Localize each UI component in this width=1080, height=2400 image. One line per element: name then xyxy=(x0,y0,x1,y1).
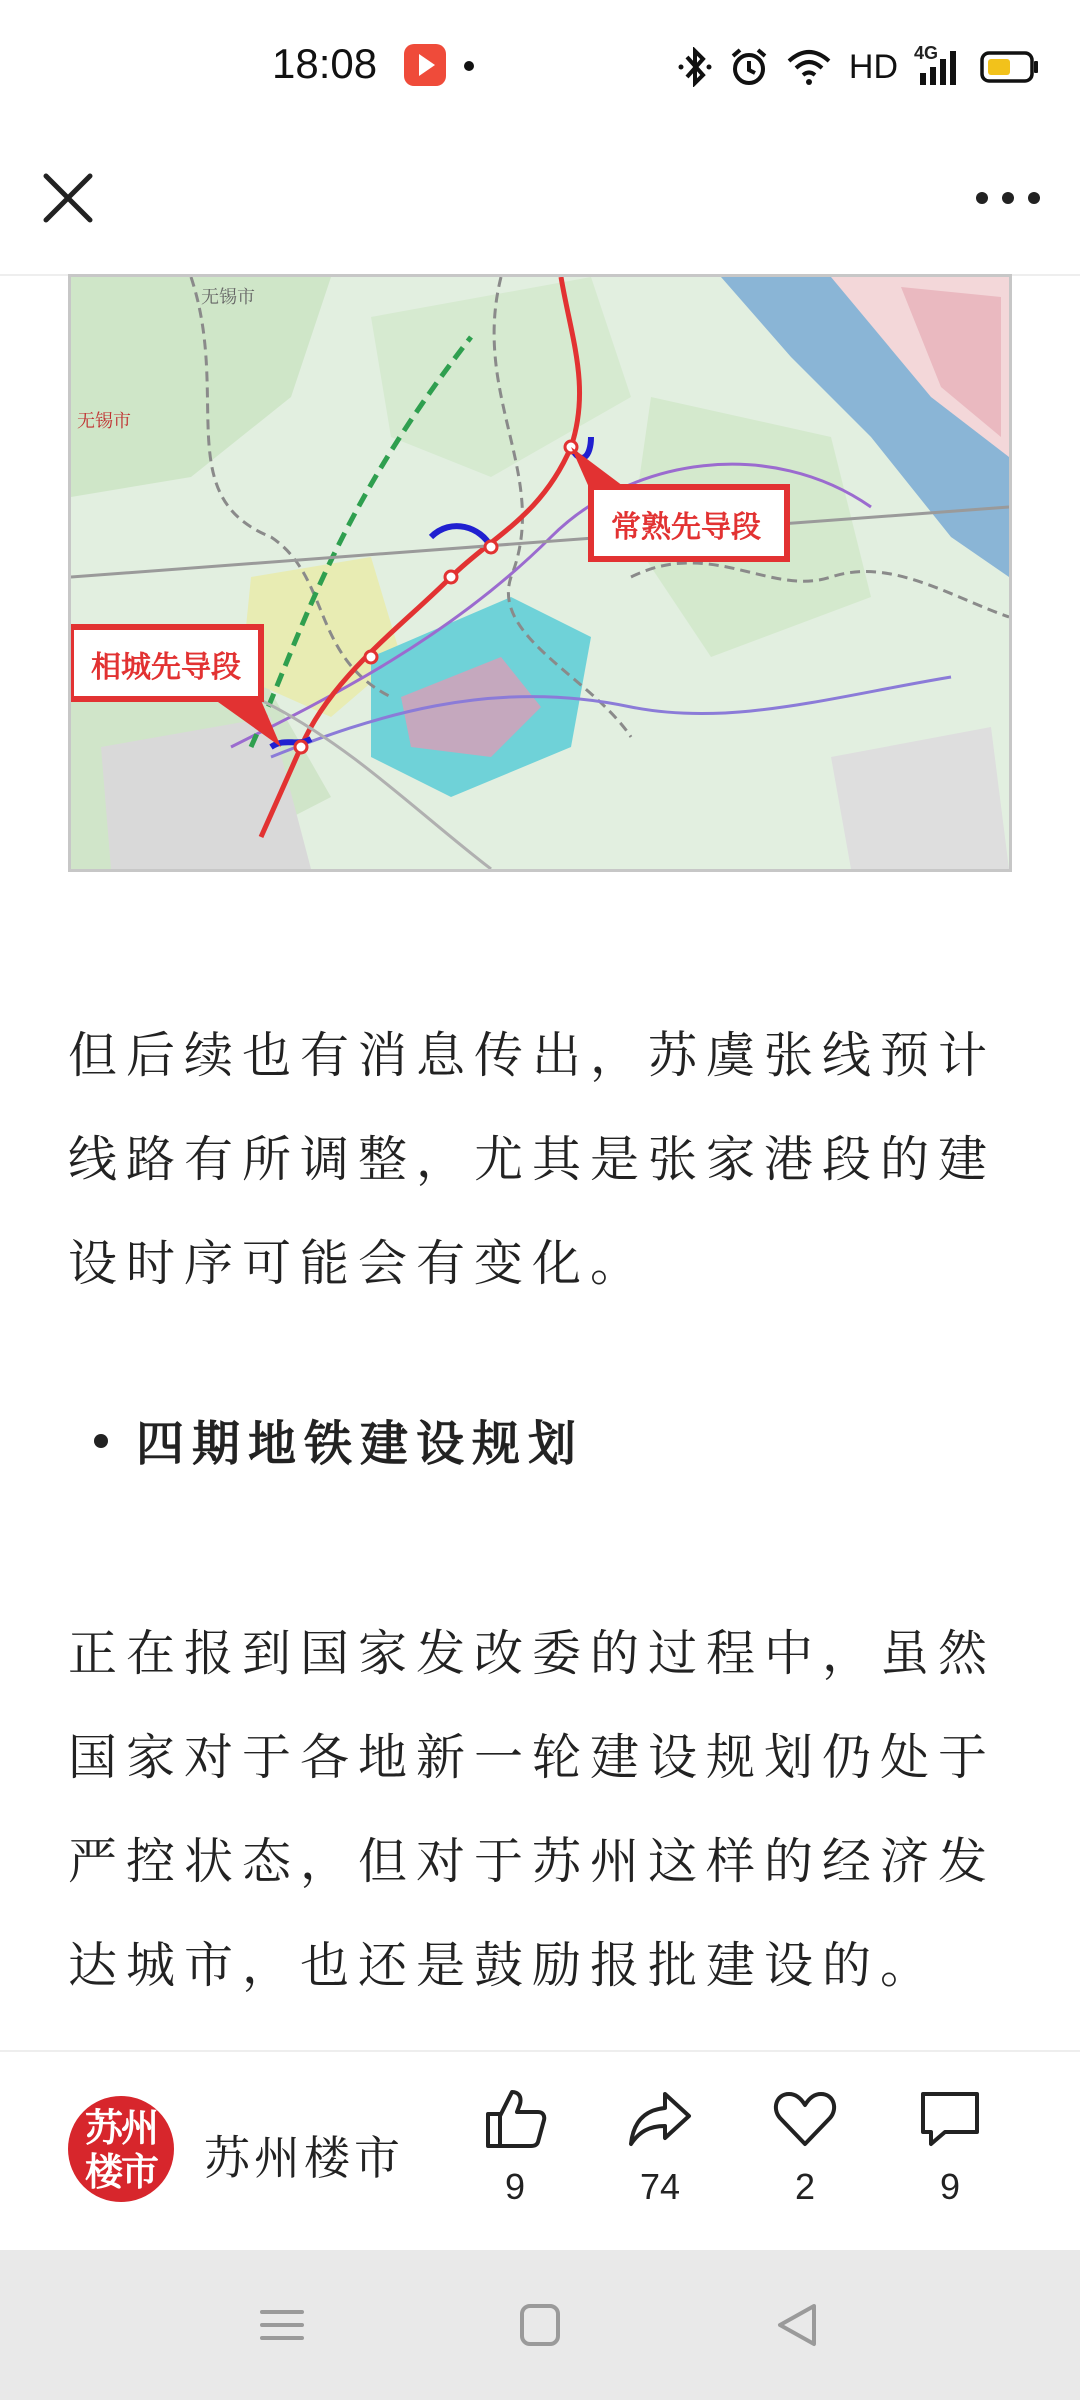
account-avatar[interactable] xyxy=(68,2096,174,2202)
action-bar xyxy=(0,2050,1080,2252)
signal-type-label: 4G xyxy=(914,43,939,63)
share-icon xyxy=(627,2086,693,2152)
status-bar xyxy=(0,0,1080,130)
article-paragraph: 正在报到国家发改委的过程中，虽然国家对于各地新一轮建设规划仍处于严控状态，但对于苏州这样的经济发达城市，也还是鼓励报批建设的。 xyxy=(68,1625,997,1994)
share-count: 74 xyxy=(639,2166,681,2207)
article-map-image xyxy=(68,274,1012,872)
map-callout-left: 相城先导段 xyxy=(91,650,241,685)
back-icon[interactable] xyxy=(768,2300,828,2350)
like-button[interactable] xyxy=(465,2086,565,2208)
bluetooth-icon xyxy=(677,47,713,87)
close-icon[interactable] xyxy=(36,166,100,230)
section-heading: 四期地铁建设规划 xyxy=(94,1412,584,1476)
account-name[interactable]: 苏州楼市 xyxy=(204,2131,404,2185)
more-icon[interactable] xyxy=(972,178,1044,218)
favorite-count: 2 xyxy=(794,2166,816,2207)
signal-icon xyxy=(914,43,964,87)
status-icons xyxy=(677,44,1040,90)
thumbs-up-icon xyxy=(482,2086,548,2152)
map-city-left: 无锡市 xyxy=(77,411,131,432)
network-label: HD xyxy=(848,47,898,86)
article-paragraph: 但后续也有消息传出，苏虞张线预计线路有所调整，尤其是张家港段的建设时序可能会有变化。 xyxy=(68,1027,997,1292)
comment-icon xyxy=(917,2086,983,2152)
battery-icon xyxy=(980,50,1040,84)
system-nav-bar xyxy=(0,2250,1080,2400)
play-app-icon xyxy=(404,44,446,86)
like-count: 9 xyxy=(504,2166,526,2207)
share-button[interactable] xyxy=(610,2086,710,2208)
menu-icon[interactable] xyxy=(252,2300,312,2350)
avatar-logo: 苏州 楼市 xyxy=(84,2106,157,2194)
map-callout-right: 常熟先导段 xyxy=(611,510,761,545)
wifi-icon xyxy=(785,47,833,87)
status-time: 18:08 xyxy=(272,40,378,87)
alarm-icon xyxy=(729,47,769,87)
notification-dot-icon xyxy=(464,61,474,71)
comment-count: 9 xyxy=(939,2166,961,2207)
comment-button[interactable] xyxy=(900,2086,1000,2208)
heart-icon xyxy=(772,2086,838,2152)
home-icon[interactable] xyxy=(510,2300,570,2350)
map-city-top: 无锡市 xyxy=(201,287,255,308)
favorite-button[interactable] xyxy=(755,2086,855,2208)
top-nav xyxy=(0,130,1080,276)
